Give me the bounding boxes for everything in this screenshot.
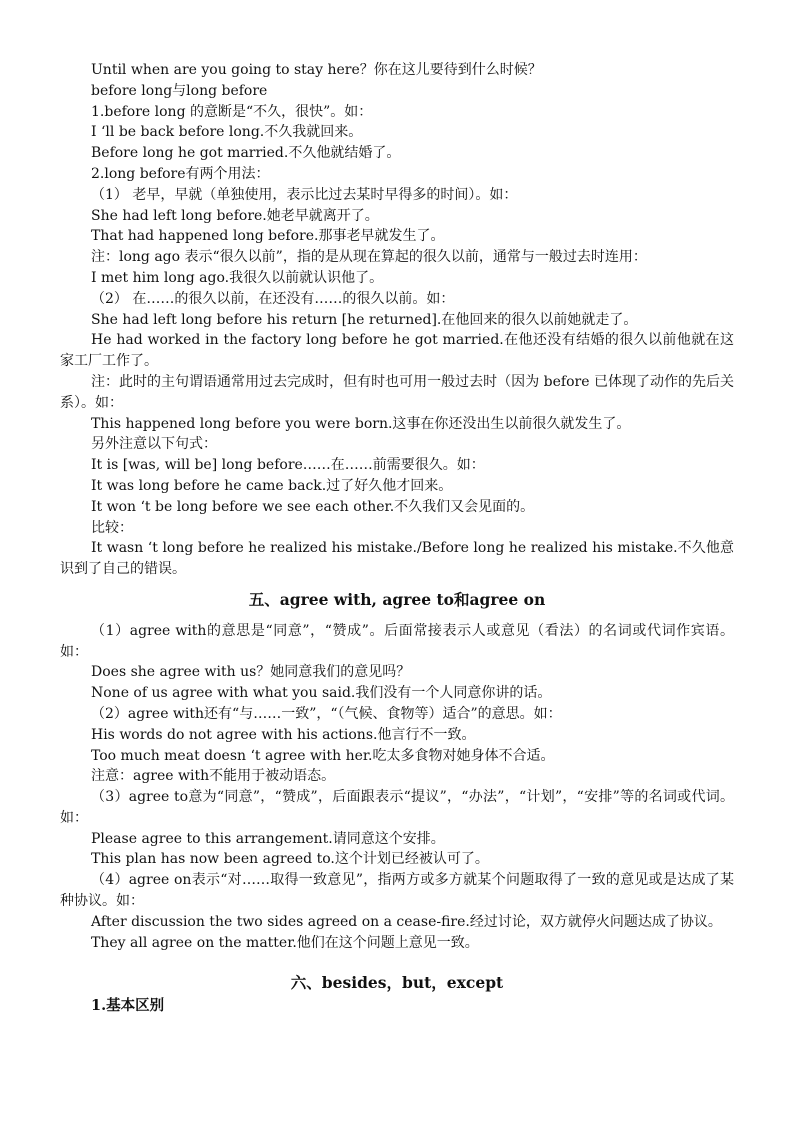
text-line: 2.long before有两个用法： <box>91 165 270 182</box>
section-5-lines-a <box>60 662 734 787</box>
paragraph-agree-on: （4）agree on表示“对……取得一致意见”，指两方或多方就某个问题取得了一致的意见或是达成了某种协议。如： <box>60 872 734 910</box>
text-line: Until when are you going to stay here？你在这儿要待到什么时候？ <box>91 62 542 78</box>
paragraph-cease-fire: After discussion the two sides agreed on a cease-fire.经过讨论，双方就停火问题达成了协议。 <box>91 913 722 930</box>
text-line: 注意：agree with不能用于被动语态。 <box>91 768 336 785</box>
text-line: None of us agree with what you said.我们没有一个人同意你讲的话。 <box>91 685 552 702</box>
paragraph-note-tense: 注：此时的主句谓语通常用过去完成时，但有时也可用一般过去时（因为 before 已体现了动作的先后关系）。如： <box>60 373 734 411</box>
document-page <box>60 60 734 1017</box>
text-line: （2） 在……的很久以前，在还没有……的很久以前。如： <box>91 290 455 307</box>
text-line: Does she agree with us？她同意我们的意见吗？ <box>91 664 411 681</box>
text-line: Too much meat doesn ‘t agree with her.吃太多食物对她身体不合适。 <box>91 747 555 764</box>
section-4-lines-b <box>60 414 734 539</box>
section-heading-5: 五、agree with, agree to和agree on <box>248 589 546 609</box>
paragraph-realized-mistake: It wasn ‘t long before he realized his mistake./Before long he realized his mistake.不久他意识到了自己的错误。 <box>60 540 734 578</box>
text-line: I met him long ago.我很久以前就认识他了。 <box>91 269 384 286</box>
text-line: She had left long before his return [he returned].在他回来的很久以前她就走了。 <box>91 311 638 328</box>
text-line: （1） 老早，早就（单独使用，表示比过去某时早得多的时间）。如： <box>91 186 518 203</box>
text-line: It was long before he came back.过了好久他才回来。 <box>91 477 453 494</box>
text-line: I ‘ll be back before long.不久我就回来。 <box>91 124 363 141</box>
text-line: 另外注意以下句式： <box>91 436 217 453</box>
text-line: Please agree to this arrangement.请同意这个安排。 <box>91 830 445 847</box>
paragraph-agree-to: （3）agree to意为“同意”，“赞成”，后面跟表示“提议”，“办法”，“计划”，“安排”等的名词或代词。如： <box>60 789 734 826</box>
section-4-lines <box>60 60 734 330</box>
subheading-basic-difference: 1.基本区别 <box>91 997 165 1015</box>
text-line: She had left long before.她老早就离开了。 <box>91 207 379 224</box>
text-line: This happened long before you were born.这事在你还没出生以前很久就发生了。 <box>91 415 631 432</box>
paragraph-worked-factory: He had worked in the factory long before he got married.在他还没有结婚的很久以前他就在这家工厂工作了。 <box>60 332 734 370</box>
text-line: Before long he got married.不久他就结婚了。 <box>91 145 401 162</box>
section-heading-6: 六、besides，but，except <box>290 973 504 993</box>
text-line: 1.before long 的意断是“不久，很快”。如： <box>91 103 373 120</box>
text-line: It won ‘t be long before we see each other.不久我们又会见面的。 <box>91 498 535 515</box>
text-line: 注：long ago 表示“很久以前”，指的是从现在算起的很久以前，通常与一般过去时连用： <box>91 249 647 266</box>
text-line: They all agree on the matter.他们在这个问题上意见一致。 <box>91 934 479 951</box>
text-line: before long与long before <box>91 82 268 99</box>
section-5-lines-b <box>60 829 734 871</box>
text-line: That had happened long before.那事老早就发生了。 <box>91 228 445 245</box>
text-line: （2）agree with还有“与……一致”，“（气候、食物等）适合”的意思。如： <box>91 705 562 722</box>
paragraph-agree-with: （1）agree with的意思是“同意”，“赞成”。后面常接表示人或意见（看法）的名词或代词作宾语。如： <box>60 622 734 660</box>
text-line: It is [was, will be] long before……在……前需要很久。如： <box>91 457 485 474</box>
text-line: This plan has now been agreed to.这个计划已经被认可了。 <box>91 851 489 868</box>
text-line: His words do not agree with his actions.他言行不一致。 <box>91 726 476 743</box>
text-line: 比较： <box>91 519 133 536</box>
